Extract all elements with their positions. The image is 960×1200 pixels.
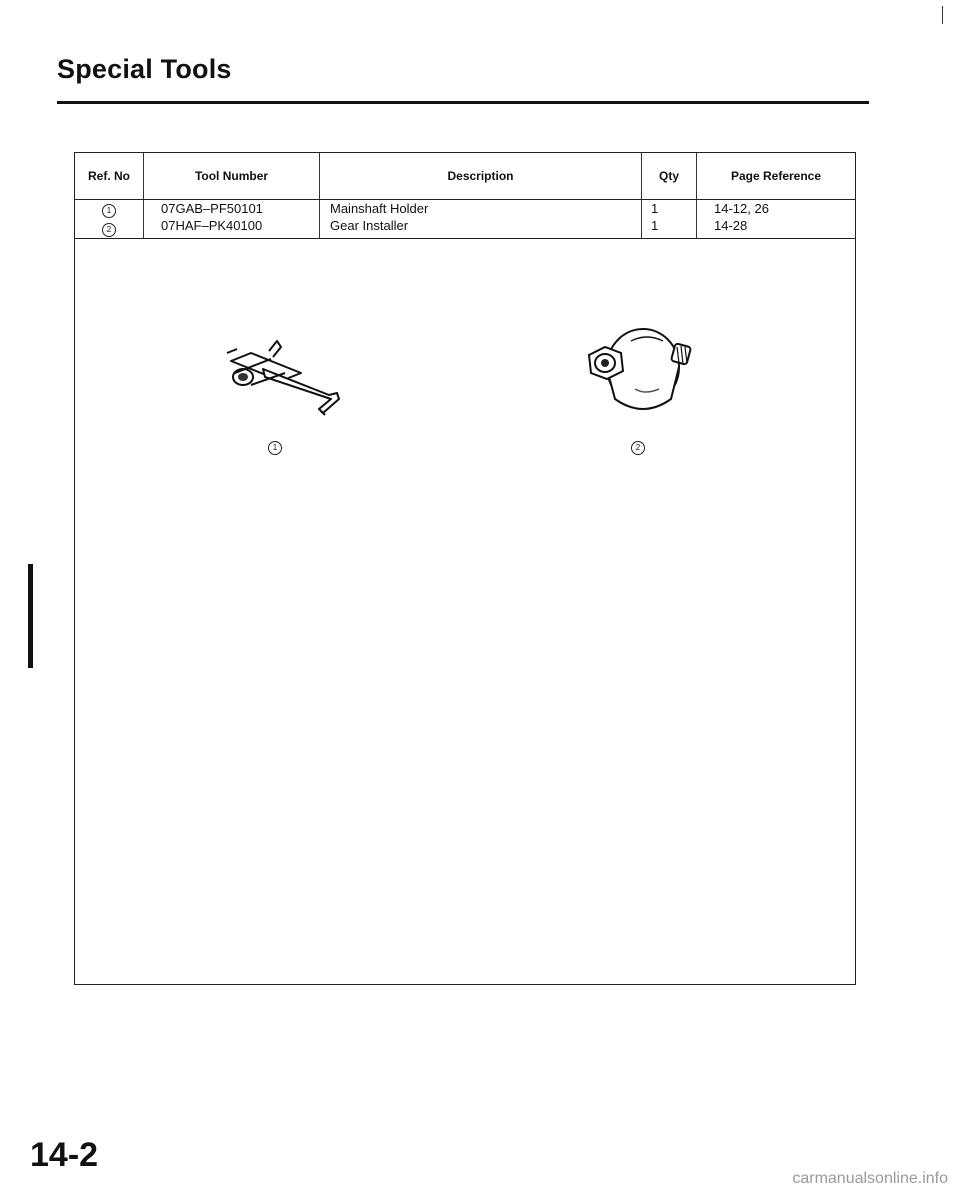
page-reference-cell — [697, 200, 856, 239]
illustration-label-1 — [268, 441, 288, 461]
special-tools-box — [74, 152, 856, 985]
qty-2: 1 — [651, 218, 659, 233]
description-2: Gear Installer — [330, 218, 409, 233]
illustration-number-2: 2 — [631, 441, 645, 455]
tool-number-cell — [144, 200, 320, 239]
qty-cell — [642, 200, 697, 239]
column-header-tool-number: Tool Number — [144, 153, 320, 200]
table-header-row — [75, 153, 855, 200]
tool-number-2: 07HAF–PK40100 — [161, 218, 263, 233]
title-rule — [57, 101, 869, 104]
margin-change-bar — [28, 564, 33, 668]
illustration-number-1: 1 — [268, 441, 282, 455]
gear-installer-illustration — [575, 319, 705, 419]
description-cell — [320, 200, 642, 239]
column-header-qty: Qty — [642, 153, 697, 200]
watermark: carmanualsonline.info — [792, 1170, 948, 1187]
ref-number-2: 2 — [102, 223, 116, 237]
table-row — [75, 200, 855, 239]
qty-1: 1 — [651, 201, 659, 216]
illustration-label-2 — [631, 441, 651, 461]
corner-tick-mark — [942, 6, 943, 24]
description-1: Mainshaft Holder — [330, 201, 429, 216]
column-header-description: Description — [320, 153, 642, 200]
mainshaft-holder-illustration — [221, 333, 351, 423]
page-number: 14-2 — [30, 1136, 99, 1174]
ref-no-cell — [75, 200, 144, 239]
special-tools-table — [75, 153, 855, 239]
page-title: Special Tools — [57, 54, 232, 84]
page-reference-2: 14-28 — [714, 218, 748, 233]
column-header-ref-no: Ref. No — [75, 153, 144, 200]
tool-number-1: 07GAB–PF50101 — [161, 201, 263, 216]
page-reference-1: 14-12, 26 — [714, 201, 769, 216]
column-header-page-reference: Page Reference — [697, 153, 856, 200]
ref-number-1: 1 — [102, 204, 116, 218]
